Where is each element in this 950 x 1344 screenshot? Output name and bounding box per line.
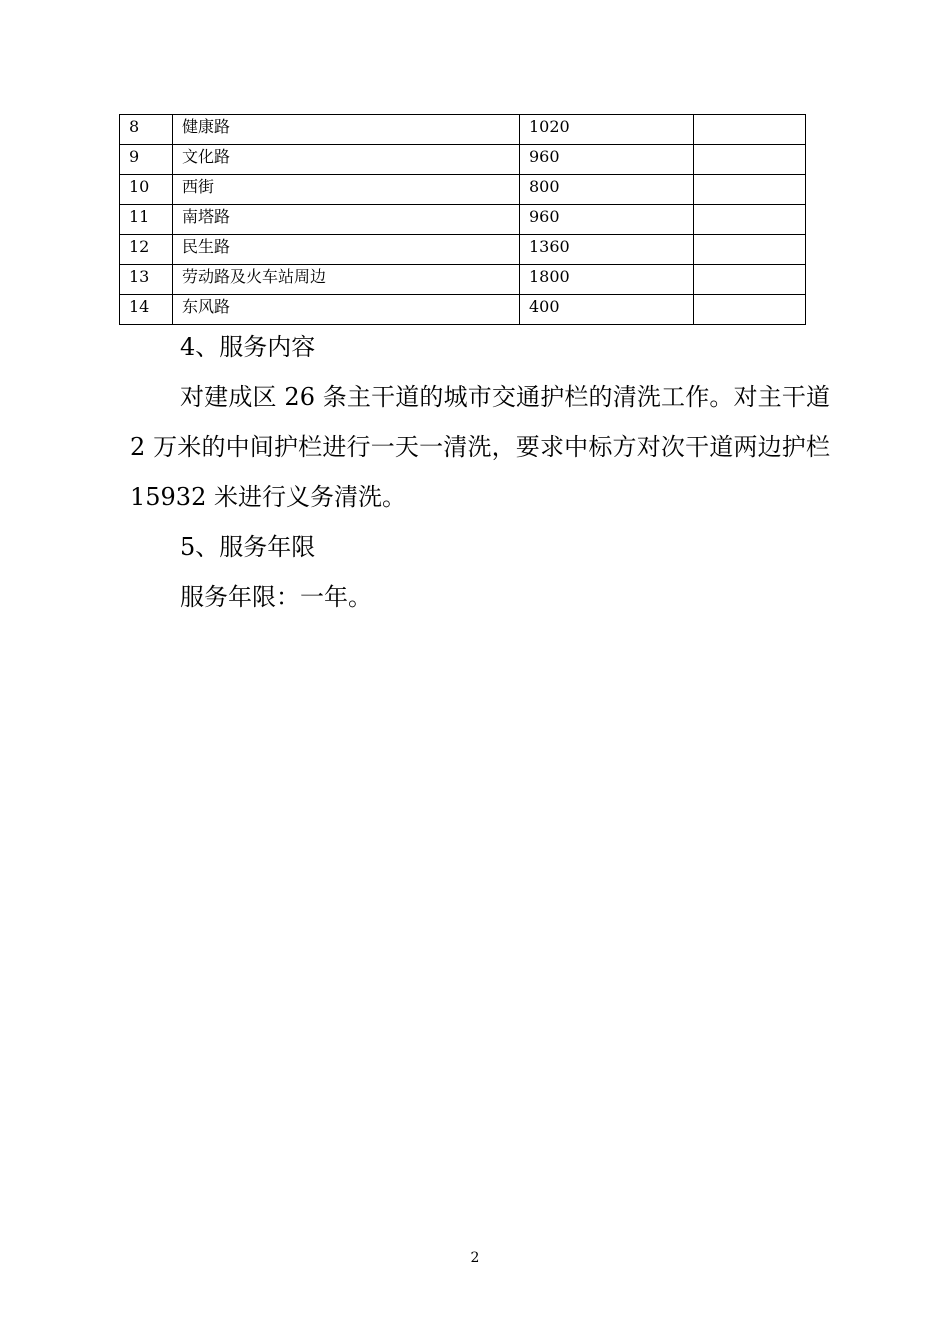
road-name: 健康路 (173, 115, 520, 145)
road-length: 960 (520, 145, 694, 175)
table-row (120, 205, 806, 235)
road-length: 960 (520, 205, 694, 235)
section-4-body: 对建成区 26 条主干道的城市交通护栏的清洗工作。对主干道 2 万米的中间护栏进行一天一清洗，要求中标方对次干道两边护栏 15932 米进行义务清洗。 (130, 383, 830, 511)
road-note (694, 145, 806, 175)
table-row (120, 145, 806, 175)
table-row (120, 175, 806, 205)
road-note (694, 265, 806, 295)
road-note (694, 115, 806, 145)
section-5-body: 服务年限：一年。 (180, 583, 372, 611)
road-note (694, 205, 806, 235)
row-number: 14 (120, 295, 173, 325)
table-row (120, 265, 806, 295)
row-number: 10 (120, 175, 173, 205)
section-5-heading: 5、服务年限 (180, 533, 316, 561)
page-number: 2 (470, 1250, 480, 1266)
section-4-heading: 4、服务内容 (180, 333, 316, 361)
road-table (119, 114, 806, 325)
road-name: 文化路 (173, 145, 520, 175)
road-length: 1360 (520, 235, 694, 265)
road-name: 民生路 (173, 235, 520, 265)
row-number: 11 (120, 205, 173, 235)
road-name: 东风路 (173, 295, 520, 325)
road-length: 800 (520, 175, 694, 205)
road-name: 南塔路 (173, 205, 520, 235)
row-number: 9 (120, 145, 173, 175)
road-length: 1020 (520, 115, 694, 145)
row-number: 12 (120, 235, 173, 265)
table-row (120, 295, 806, 325)
road-note (694, 235, 806, 265)
row-number: 13 (120, 265, 173, 295)
road-note (694, 295, 806, 325)
road-name: 劳动路及火车站周边 (173, 265, 520, 295)
road-length: 400 (520, 295, 694, 325)
table-row (120, 235, 806, 265)
table-row (120, 115, 806, 145)
road-name: 西街 (173, 175, 520, 205)
row-number: 8 (120, 115, 173, 145)
road-length: 1800 (520, 265, 694, 295)
road-note (694, 175, 806, 205)
